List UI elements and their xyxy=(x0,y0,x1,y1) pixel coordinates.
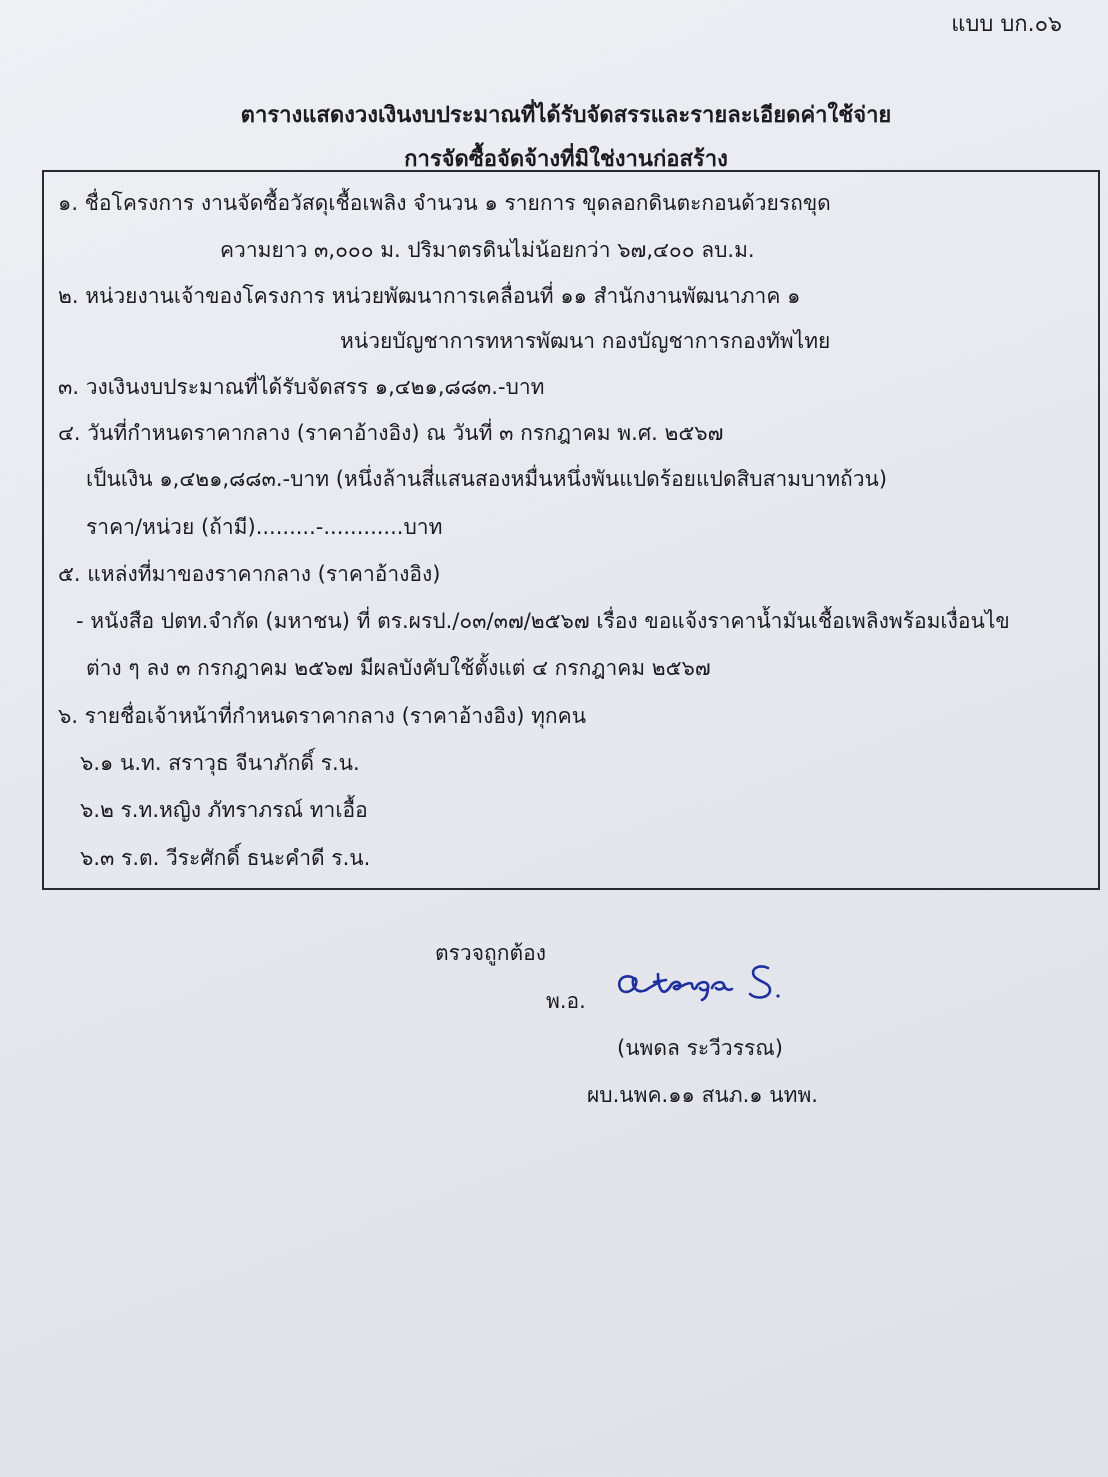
item-owner: ๒. หน่วยงานเจ้าของโครงการ หน่วยพัฒนาการเคลื่อนที่ ๑๑ สำนักงานพัฒนาภาค ๑ xyxy=(58,284,801,308)
signature-image xyxy=(612,958,802,1008)
item-source-line-cont: ต่าง ๆ ลง ๓ กรกฎาคม ๒๕๖๗ มีผลบังคับใช้ตั้งแต่ ๔ กรกฎาคม ๒๕๖๗ xyxy=(86,656,711,680)
item-source-line: - หนังสือ ปตท.จำกัด (มหาชน) ที่ ตร.ผรป./๐๓/๓๗/๒๕๖๗ เรื่อง ขอแจ้งราคาน้ำมันเชื้อเพลิงพร้อมเงื่อนไข xyxy=(76,609,1010,633)
document-title: ตารางแสดงวงเงินงบประมาณที่ได้รับจัดสรรและรายละเอียดค่าใช้จ่าย xyxy=(240,103,892,128)
item-project-name: ๑. ชื่อโครงการ งานจัดซื้อวัสดุเชื้อเพลิง จำนวน ๑ รายการ ขุดลอกดินตะกอนด้วยรถขุด xyxy=(58,191,831,215)
item-unit-price: ราคา/หน่วย (ถ้ามี).........-............บาท xyxy=(86,515,443,539)
signer-position: ผบ.นพค.๑๑ สนภ.๑ นทพ. xyxy=(587,1083,818,1107)
item-project-name-cont: ความยาว ๓,๐๐๐ ม. ปริมาตรดินไม่น้อยกว่า ๖๗,๔๐๐ ลบ.ม. xyxy=(220,238,755,262)
item-budget: ๓. วงเงินงบประมาณที่ได้รับจัดสรร ๑,๔๒๑,๘๘๓.-บาท xyxy=(58,375,545,399)
item-officials-heading: ๖. รายชื่อเจ้าหน้าที่กำหนดราคากลาง (ราคาอ้างอิง) ทุกคน xyxy=(58,704,587,728)
item-ref-amount: เป็นเงิน ๑,๔๒๑,๘๘๓.-บาท (หนึ่งล้านสี่แสนสองหมื่นหนึ่งพันแปดร้อยแปดสิบสามบาทถ้วน) xyxy=(86,467,888,491)
document-subtitle: การจัดซื้อจัดจ้างที่มิใช่งานก่อสร้าง xyxy=(404,147,728,172)
form-code: แบบ บก.๐๖ xyxy=(951,12,1062,37)
verified-label: ตรวจถูกต้อง xyxy=(435,941,546,965)
signer-name: (นพดล ระวีวรรณ) xyxy=(617,1036,783,1060)
item-ref-date: ๔. วันที่กำหนดราคากลาง (ราคาอ้างอิง) ณ วันที่ ๓ กรกฎาคม พ.ศ. ๒๕๖๗ xyxy=(58,421,724,445)
official-entry: ๖.๑ น.ท. สราวุธ จีนาภักดิ์ ร.น. xyxy=(80,751,360,775)
signer-rank: พ.อ. xyxy=(546,989,586,1013)
item-owner-cont: หน่วยบัญชาการทหารพัฒนา กองบัญชาการกองทัพไทย xyxy=(340,329,831,353)
official-entry: ๖.๓ ร.ต. วีระศักดิ์ ธนะคำดี ร.น. xyxy=(80,846,371,870)
official-entry: ๖.๒ ร.ท.หญิง ภัทราภรณ์ ทาเอื้อ xyxy=(80,798,368,822)
item-source-heading: ๕. แหล่งที่มาของราคากลาง (ราคาอ้างอิง) xyxy=(58,562,441,586)
